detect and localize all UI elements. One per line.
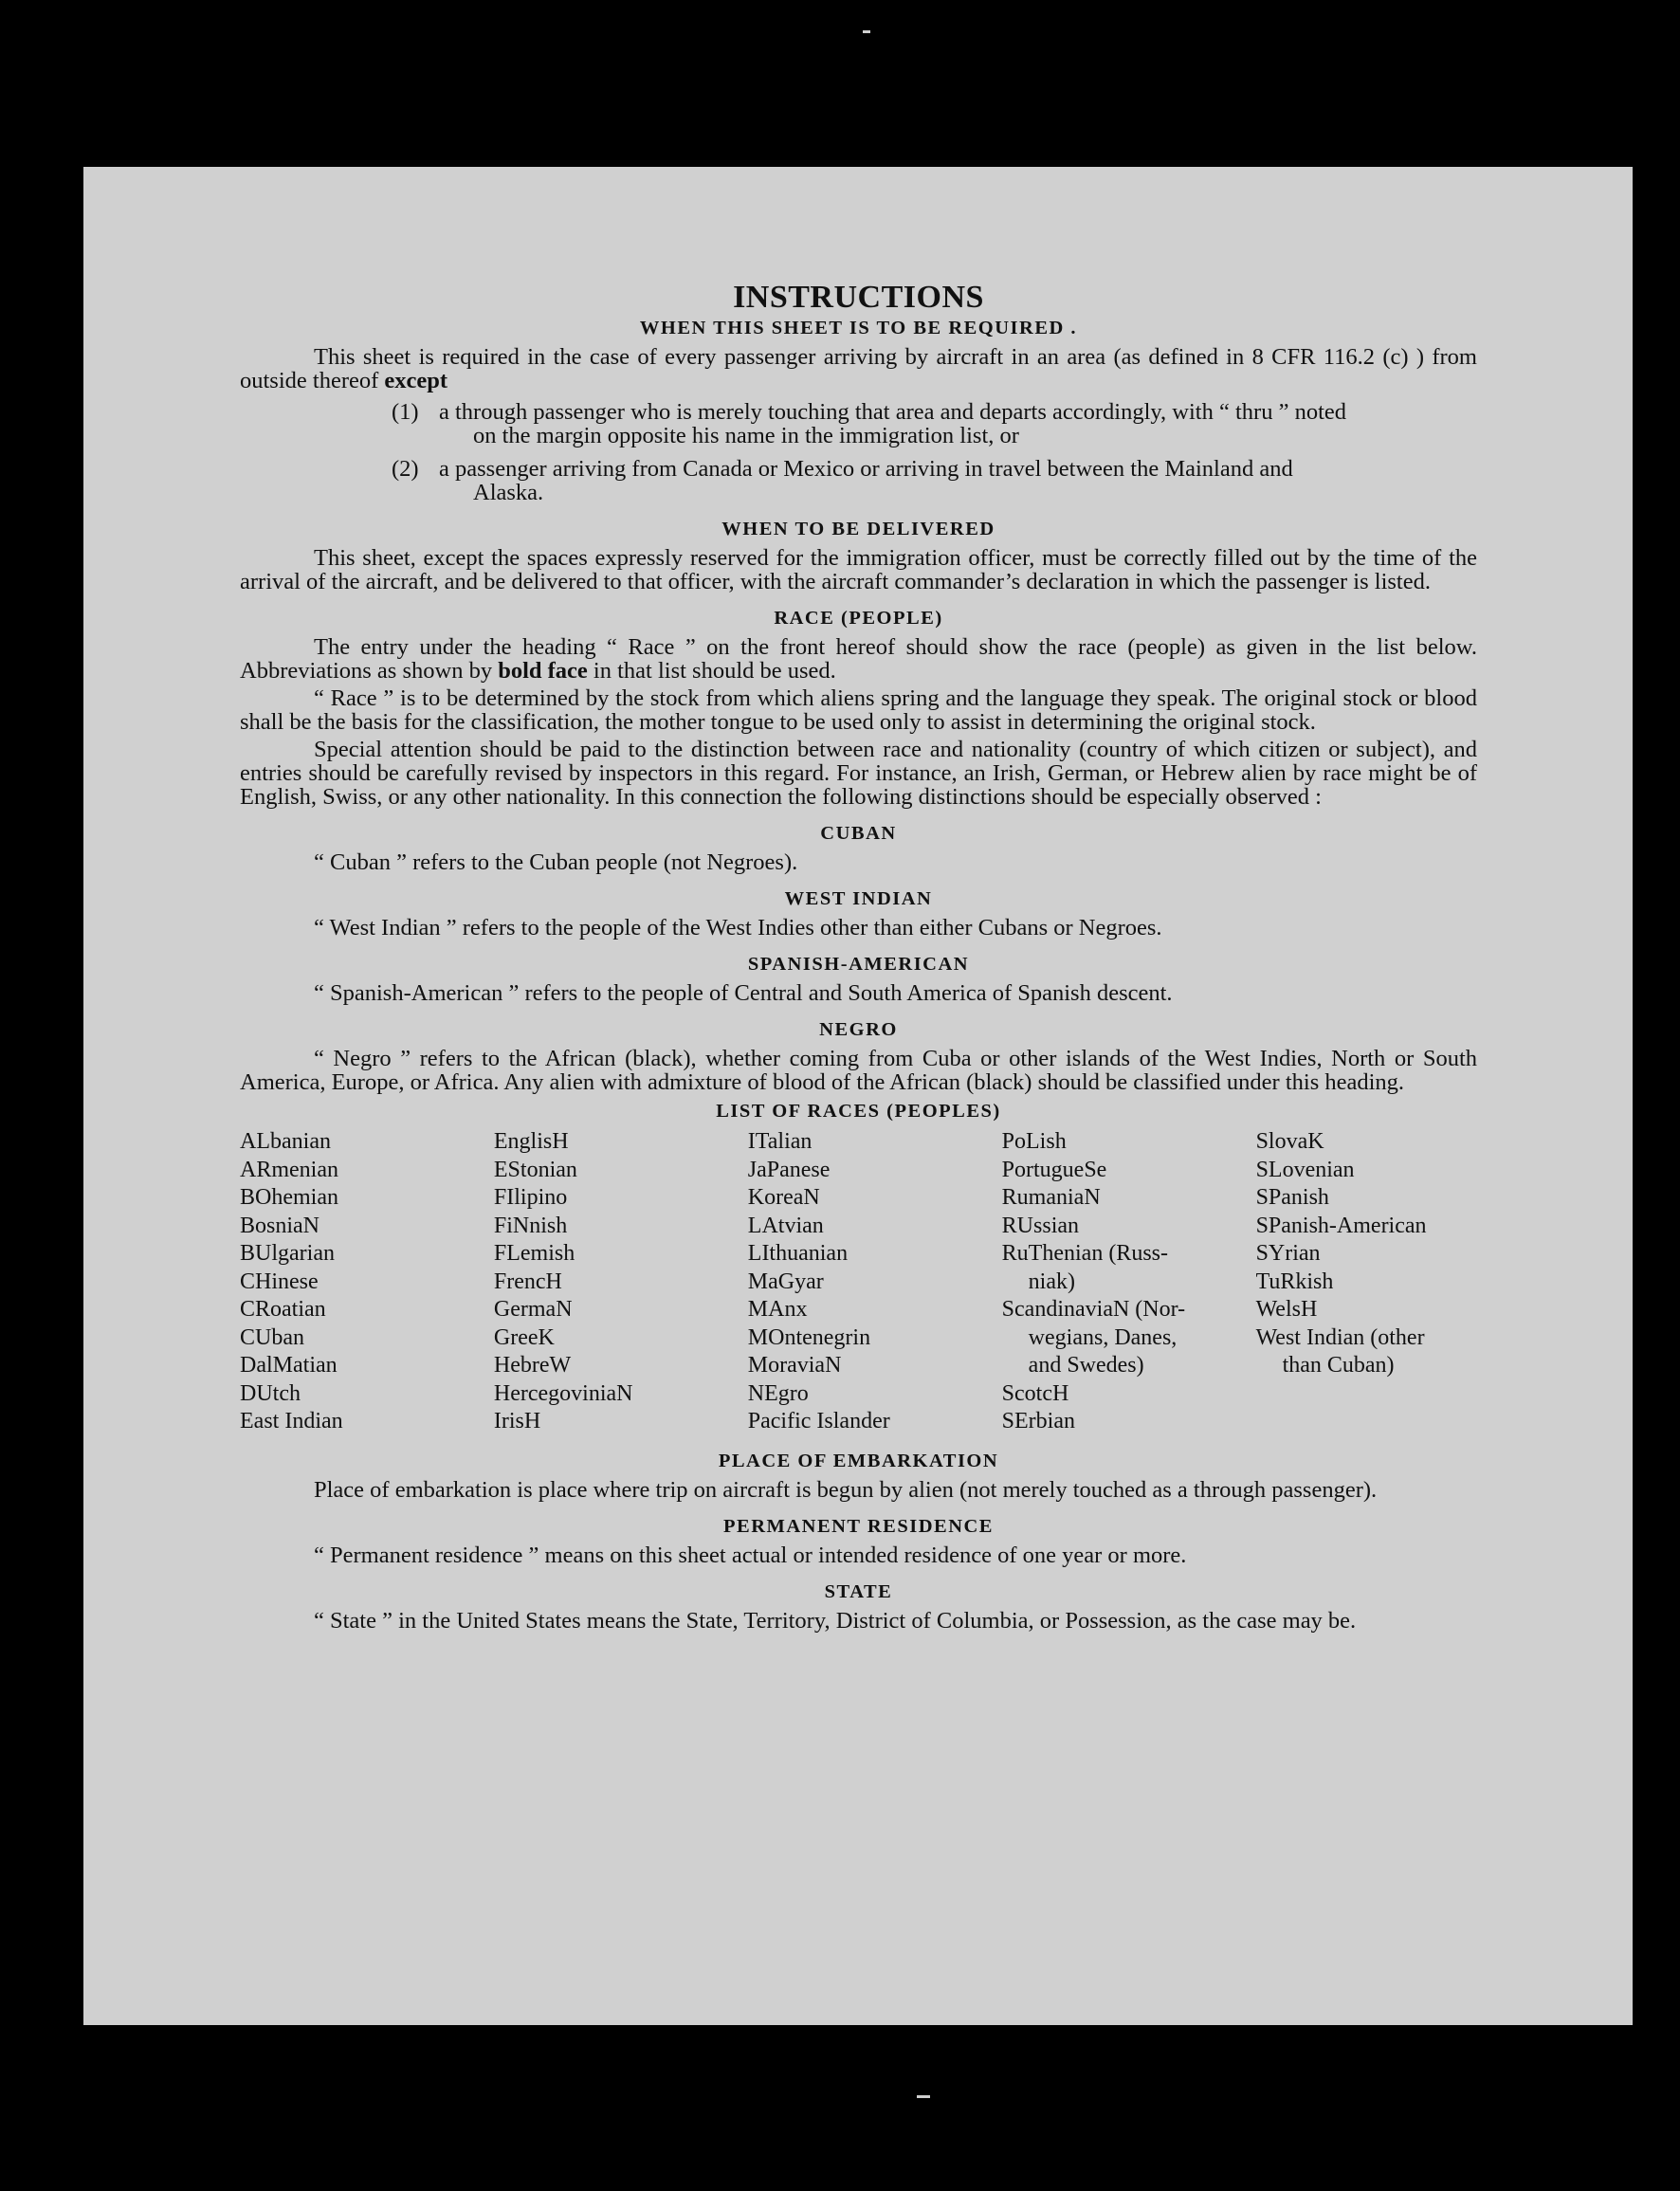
exception-text-continued: on the margin opposite his name in the immigration list, or [473,423,1019,448]
race-item: JaPanese [747,1157,831,1182]
race-item: DUtch [240,1380,301,1406]
races-column-5 [1256,1128,1477,1436]
race-item: BosniaN [240,1213,320,1238]
heading-when-required: WHEN THIS SHEET IS TO BE REQUIRED . [639,318,1078,338]
heading-when-delivered: WHEN TO BE DELIVERED [721,519,995,539]
exception-text: a through passenger who is merely touching that area and departs accordingly, with “ thru ” noted [439,399,1347,425]
race-item: GermaN [493,1297,573,1322]
race-item: HercegoviniaN [493,1380,633,1406]
race-item: ALbanian [240,1129,331,1154]
race-item: MoraviaN [747,1353,842,1378]
race-item: FiNnish [493,1213,568,1238]
race-item: ITalian [747,1129,813,1154]
heading-race: RACE (PEOPLE) [774,608,943,629]
race-item: ScotcH [1001,1380,1069,1406]
para-permanent-residence: “ Permanent residence ” means on this sheet actual or intended residence of one year or more. [314,1542,1187,1568]
exception-number: (2) [392,456,419,482]
para-spanish-american: “ Spanish-American ” refers to the people of Central and South America of Spanish descent. [314,980,1173,1006]
race-item-continued: than Cuban) [1282,1353,1395,1378]
race-item-continued: niak) [1028,1269,1075,1294]
race-item: SPanish [1255,1185,1329,1210]
races-column-3 [748,1128,1002,1436]
race-item: FIlipino [493,1185,568,1210]
race-item: EnglisH [493,1129,569,1154]
race-item: Pacific Islander [747,1409,890,1433]
races-list [240,1128,1477,1436]
para-race-3: Special attention should be paid to the distinction between race and nationality (country of which citizen or subject), and entries should be carefully revised by inspectors in this regard. For instance, an Irish, German, or Hebrew alien by race might be of English, Swiss, or any other nationality. In this connection the following distinctions should be especially observed : [240,737,1477,810]
race-item: IrisH [493,1409,541,1433]
heading-spanish-american: SPANISH-AMERICAN [747,954,970,975]
race-item: WelsH [1255,1297,1318,1322]
exception-number: (1) [392,399,419,425]
race-item: MaGyar [747,1269,824,1294]
race-item: West Indian (other [1255,1324,1425,1350]
exception-item [240,457,1477,481]
race-item-continued: wegians, Danes, [1028,1324,1178,1350]
race-item: MOntenegrin [747,1324,871,1350]
race-item: CRoatian [240,1297,326,1322]
race-item: NEgro [747,1380,809,1406]
race-item: SPanish-American [1255,1213,1427,1238]
exception-item [240,400,1477,424]
races-column-4 [1002,1128,1256,1436]
para-west-indian: “ West Indian ” refers to the people of the West Indies other than either Cubans or Negroes. [314,915,1162,940]
race-item: HebreW [493,1353,572,1378]
race-item: SErbian [1001,1409,1075,1433]
race-item-continued: and Swedes) [1028,1353,1144,1378]
race-item: EStonian [493,1157,577,1182]
instructions-content [240,279,1477,1636]
race-item: FrencH [493,1269,562,1294]
race-item: CUban [240,1324,304,1350]
para-cuban: “ Cuban ” refers to the Cuban people (not Negroes). [314,849,798,875]
document-sheet [83,167,1633,2025]
race-item: RUssian [1001,1213,1080,1238]
heading-list-of-races: LIST OF RACES (PEOPLES) [716,1101,1001,1122]
race-item: CHinese [240,1269,319,1294]
races-column-1 [240,1128,494,1436]
heading-cuban: CUBAN [820,823,897,844]
race-item: SlovaK [1255,1129,1324,1154]
race-item: GreeK [493,1324,555,1350]
races-column-2 [494,1128,748,1436]
race-item: TuRkish [1255,1269,1334,1294]
race-item: FLemish [493,1241,575,1266]
para-place-of-embarkation: Place of embarkation is place where trip on aircraft is begun by alien (not merely touched as a through passenger). [314,1476,1378,1503]
race-item: SLovenian [1255,1157,1355,1182]
race-item: SYrian [1255,1241,1321,1266]
para-race-1: The entry under the heading “ Race ” on the front hereof should show the race (people) as given in the list below. Abbreviations as shown by bold face in that list should be used. [240,634,1477,684]
exception-text: a passenger arriving from Canada or Mexico or arriving in travel between the Mainland and [439,456,1293,482]
para-when-required: This sheet is required in the case of every passenger arriving by aircraft in an area (as defined in 8 CFR 116.2 (c) ) from outside thereof except [240,344,1477,393]
para-when-delivered: This sheet, except the spaces expressly reserved for the immigration officer, must be correctly filled out by the time of the arrival of the aircraft, and be delivered to that officer, with the aircraft commander’s declaration in which the passenger is listed. [240,545,1477,594]
race-item: KoreaN [747,1185,820,1210]
exception-text-continued: Alaska. [473,480,544,505]
race-item: ARmenian [240,1157,338,1182]
race-item: BUlgarian [240,1241,335,1266]
scan-speck [917,2095,930,2098]
race-item: LIthuanian [747,1241,849,1266]
race-item: MAnx [747,1297,808,1322]
race-item: DalMatian [240,1353,338,1378]
race-item: East Indian [240,1409,343,1433]
para-race-2: “ Race ” is to be determined by the stock from which aliens spring and the language they speak. The original stock or blood shall be the basis for the classification, the mother tongue to be used only to assist in determining the original stock. [240,685,1477,735]
heading-west-indian: WEST INDIAN [784,888,933,909]
race-item: RumaniaN [1001,1185,1101,1210]
race-item: RuThenian (Russ- [1001,1241,1168,1266]
race-item: BOhemian [240,1185,338,1210]
race-item: PoLish [1001,1129,1067,1154]
para-negro: “ Negro ” refers to the African (black), whether coming from Cuba or other islands of the West Indies, North or South America, Europe, or Africa. Any alien with admixture of blood of the African (black) should be classified under this heading. [240,1046,1477,1095]
heading-state: STATE [824,1580,893,1602]
document-title: INSTRUCTIONS [733,280,984,315]
race-item: ScandinaviaN (Nor- [1001,1297,1186,1322]
race-item: PortugueSe [1001,1157,1107,1182]
exceptions-list [240,400,1477,504]
heading-place-of-embarkation: PLACE OF EMBARKATION [718,1450,999,1471]
scan-speck [863,30,870,33]
race-item: LAtvian [747,1213,824,1238]
heading-permanent-residence: PERMANENT RESIDENCE [723,1515,994,1537]
para-state: “ State ” in the United States means the State, Territory, District of Columbia, or Possession, as the case may be. [314,1607,1357,1634]
heading-negro: NEGRO [819,1019,898,1040]
